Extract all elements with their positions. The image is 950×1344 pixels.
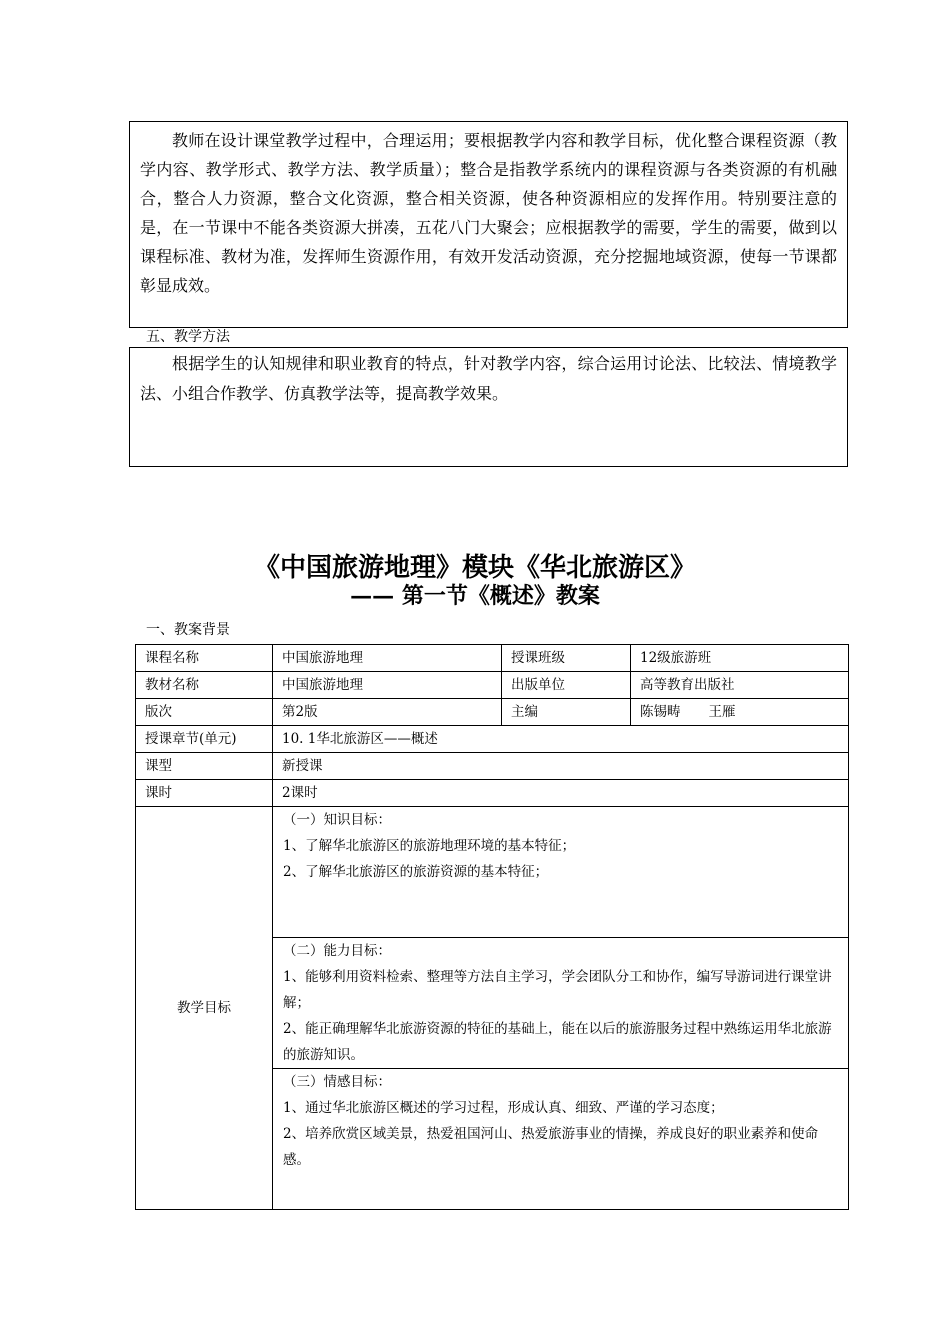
editor-label: 主编 bbox=[502, 699, 631, 726]
knowledge-goal-item: 1、了解华北旅游区的旅游地理环境的基本特征； bbox=[283, 838, 576, 854]
ability-goals-heading: （二）能力目标： bbox=[283, 943, 391, 959]
knowledge-goals-cell bbox=[273, 807, 849, 938]
class-value: 12级旅游班 bbox=[631, 645, 849, 672]
emotion-goal-item: 2、培养欣赏区域美景，热爱祖国河山、热爱旅游事业的情操，养成良好的职业素养和使命感。 bbox=[283, 1126, 819, 1168]
ability-goal-item: 2、能正确理解华北旅游资源的特征的基础上，能在以后的旅游服务过程中熟练运用华北旅游的旅游知识。 bbox=[283, 1021, 832, 1063]
emotion-goals-cell bbox=[273, 1069, 849, 1210]
hours-label: 课时 bbox=[136, 780, 273, 807]
class-label: 授课班级 bbox=[502, 645, 631, 672]
resources-paragraph: 教师在设计课堂教学过程中，合理运用；要根据教学内容和教学目标，优化整合课程资源（教学内容、教学形式、教学方法、教学质量）；整合是指教学系统内的课程资源与各类资源的有机融合，整合人力资源，整合文化资源，整合相关资源，使各种资源相应的发挥作用。特别要注意的是，在一节课中不能各类资源大拼凑，五花八门大聚会；应根据教学的需要，学生的需要，做到以课程标准、教材为准，发挥师生资源作用，有效开发活动资源，充分挖掘地域资源，使每一节课都彰显成效。 bbox=[140, 131, 837, 295]
table-row bbox=[136, 726, 849, 753]
lesson-plan-title: 《中国旅游地理》模块《华北旅游区》 bbox=[253, 553, 696, 583]
emotion-goals-heading: （三）情感目标： bbox=[283, 1074, 391, 1090]
table-row bbox=[136, 672, 849, 699]
textbook-label: 教材名称 bbox=[136, 672, 273, 699]
table-row bbox=[136, 780, 849, 807]
editor-value bbox=[631, 699, 849, 726]
methods-box bbox=[129, 347, 848, 467]
knowledge-goal-item: 2、了解华北旅游区的旅游资源的基本特征； bbox=[283, 864, 549, 880]
type-label: 课型 bbox=[136, 753, 273, 780]
ability-goal-item: 1、能够利用资料检索、整理等方法自主学习，学会团队分工和协作，编写导游词进行课堂讲解； bbox=[283, 969, 832, 1011]
emotion-goal-item: 1、通过华北旅游区概述的学习过程，形成认真、细致、严谨的学习态度； bbox=[283, 1100, 724, 1116]
goals-label: 教学目标 bbox=[136, 807, 273, 1210]
publisher-label: 出版单位 bbox=[502, 672, 631, 699]
edition-value: 第2版 bbox=[273, 699, 502, 726]
lesson-plan-subtitle: —— 第一节《概述》教案 bbox=[350, 583, 600, 609]
type-value: 新授课 bbox=[273, 753, 849, 780]
edition-label: 版次 bbox=[136, 699, 273, 726]
table-row bbox=[136, 753, 849, 780]
resources-box bbox=[129, 121, 848, 328]
editor-name-2: 王雁 bbox=[708, 704, 736, 720]
knowledge-goals-heading: （一）知识目标： bbox=[283, 812, 391, 828]
table-row bbox=[136, 807, 849, 938]
editor-name-1: 陈锡畴 bbox=[640, 704, 681, 720]
background-heading: 一、教案背景 bbox=[146, 622, 230, 638]
course-name-value: 中国旅游地理 bbox=[273, 645, 502, 672]
publisher-value: 高等教育出版社 bbox=[631, 672, 849, 699]
table-row bbox=[136, 645, 849, 672]
course-name-label: 课程名称 bbox=[136, 645, 273, 672]
textbook-value: 中国旅游地理 bbox=[273, 672, 502, 699]
ability-goals-cell bbox=[273, 938, 849, 1069]
chapter-value: 10. 1华北旅游区——概述 bbox=[273, 726, 849, 753]
table-row bbox=[136, 699, 849, 726]
methods-paragraph: 根据学生的认知规律和职业教育的特点，针对教学内容，综合运用讨论法、比较法、情境教学法、小组合作教学、仿真教学法等，提高教学效果。 bbox=[140, 354, 837, 403]
chapter-label: 授课章节(单元) bbox=[136, 726, 273, 753]
lesson-background-table bbox=[135, 644, 849, 1210]
methods-heading: 五、教学方法 bbox=[146, 329, 230, 345]
hours-value: 2课时 bbox=[273, 780, 849, 807]
